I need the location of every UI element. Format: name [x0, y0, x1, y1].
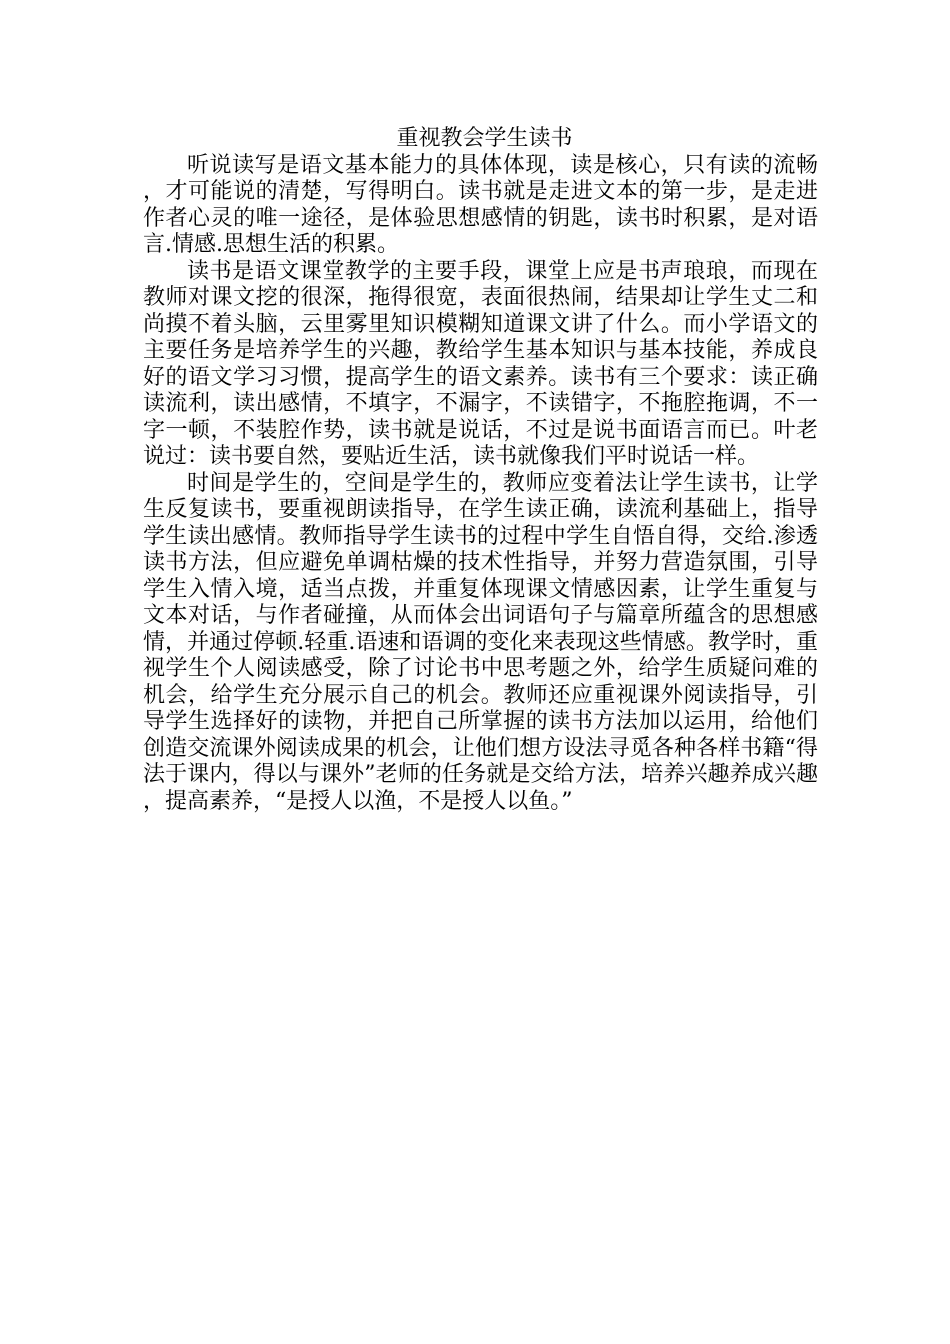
document-body [143, 126, 818, 815]
document-title: 重视教会学生读书 [396, 126, 573, 151]
paragraph-3: 时间是学生的，空间是学生的，教师应变着法让学生读书，让学生反复读书，要重视朗读指导，在学生读正确，读流利基础上，指导学生读出感情。教师指导学生读书的过程中学生自悟自得，交给.渗透读书方法，但应避免单调枯燥的技术性指导，并努力营造氛围，引导学生入情入境，适当点拨，并重复体现课文情感因素，让学生重复与文本对话，与作者碰撞，从而体会出词语句子与篇章所蕴含的思想感情，并通过停顿.轻重.语速和语调的变化来表现这些情感。教学时，重视学生个人阅读感受，除了讨论书中思考题之外，给学生质疑问难的机会，给学生充分展示自己的机会。教师还应重视课外阅读指导，引导学生选择好的读物，并把自己所掌握的读书方法加以运用，给他们创造交流课外阅读成果的机会，让他们想方设法寻觅各种各样书籍“得法于课内，得以与课外”老师的任务就是交给方法，培养兴趣养成兴趣，提高素养，“是授人以渔，不是授人以鱼。” [143, 470, 818, 814]
paragraph-1: 听说读写是语文基本能力的具体体现，读是核心，只有读的流畅，才可能说的清楚，写得明白。读书就是走进文本的第一步，是走进作者心灵的唯一途径，是体验思想感情的钥匙，读书时积累，是对语言.情感.思想生活的积累。 [143, 152, 818, 257]
paragraph-2: 读书是语文课堂教学的主要手段，课堂上应是书声琅琅，而现在教师对课文挖的很深，拖得很宽，表面很热闹，结果却让学生丈二和尚摸不着头脑，云里雾里知识模糊知道课文讲了什么。而小学语文的主要任务是培养学生的兴趣，教给学生基本知识与基本技能，养成良好的语文学习习惯，提高学生的语文素养。读书有三个要求：读正确读流利，读出感情，不填字，不漏字，不读错字，不拖腔拖调，不一字一顿，不装腔作势，读书就是说话，不过是说书面语言而已。叶老说过：读书要自然，要贴近生活，读书就像我们平时说话一样。 [143, 258, 818, 469]
